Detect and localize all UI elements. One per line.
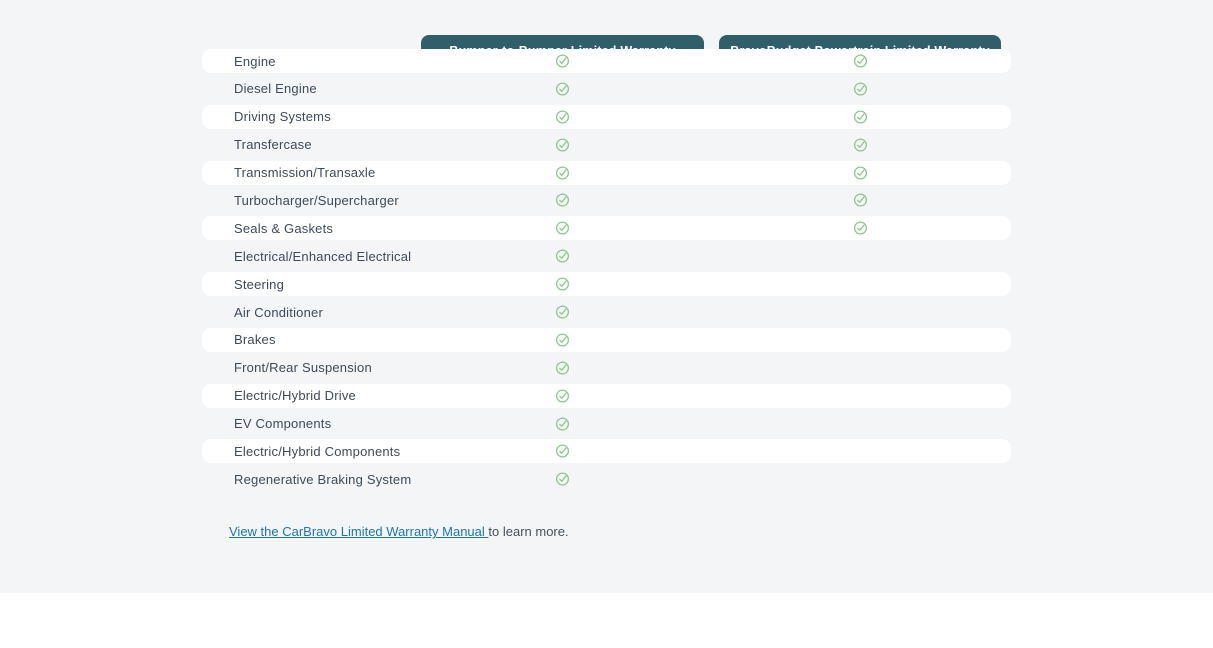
row-label: Electric/Hybrid Components: [234, 443, 401, 459]
check-circle-icon: [555, 137, 570, 152]
table-row: [202, 188, 1011, 212]
table-row: [202, 49, 1011, 73]
row-label: Front/Rear Suspension: [234, 360, 372, 376]
check-circle-icon: [853, 221, 868, 236]
table-row: [202, 300, 1011, 324]
column-headers: [202, 0, 1011, 35]
warranty-comparison-table: [202, 49, 1011, 491]
table-row: [202, 384, 1011, 408]
table-row: [202, 244, 1011, 268]
check-circle-icon: [853, 193, 868, 208]
row-label: Driving Systems: [234, 109, 331, 125]
check-circle-icon: [555, 305, 570, 320]
table-row: [202, 77, 1011, 101]
check-circle-icon: [555, 388, 570, 403]
check-circle-icon: [555, 109, 570, 124]
row-label: Air Conditioner: [234, 304, 323, 320]
table-row: [202, 272, 1011, 296]
table-row: [202, 161, 1011, 185]
row-label: Electrical/Enhanced Electrical: [234, 248, 412, 264]
check-circle-icon: [555, 416, 570, 431]
check-circle-icon: [555, 332, 570, 347]
check-circle-icon: [853, 109, 868, 124]
footer-text: to learn more.: [488, 524, 569, 540]
row-label: Steering: [234, 276, 285, 292]
check-circle-icon: [853, 137, 868, 152]
check-circle-icon: [555, 249, 570, 264]
row-label: Turbocharger/Supercharger: [234, 192, 399, 208]
check-circle-icon: [853, 81, 868, 96]
table-row: [202, 328, 1011, 352]
row-label: Regenerative Braking System: [234, 471, 412, 487]
check-circle-icon: [555, 193, 570, 208]
table-row: [202, 467, 1011, 491]
check-circle-icon: [555, 277, 570, 292]
table-row: [202, 356, 1011, 380]
table-row: [202, 133, 1011, 157]
table-row: [202, 439, 1011, 463]
check-circle-icon: [853, 165, 868, 180]
check-circle-icon: [555, 165, 570, 180]
check-circle-icon: [555, 54, 570, 69]
table-row: [202, 105, 1011, 129]
check-circle-icon: [853, 54, 868, 69]
warranty-manual-link[interactable]: View the CarBravo Limited Warranty Manual: [229, 524, 489, 540]
row-label: Brakes: [234, 332, 276, 348]
row-label: Engine: [234, 53, 276, 69]
check-circle-icon: [555, 81, 570, 96]
check-circle-icon: [555, 444, 570, 459]
warranty-comparison-section: [202, 0, 1011, 539]
row-label: Electric/Hybrid Drive: [234, 388, 356, 404]
check-circle-icon: [555, 472, 570, 487]
check-circle-icon: [555, 360, 570, 375]
row-label: Transfercase: [234, 137, 312, 153]
table-row: [202, 412, 1011, 436]
footer-note: [202, 524, 1011, 539]
row-label: EV Components: [234, 416, 332, 432]
row-label: Transmission/Transaxle: [234, 165, 376, 181]
row-label: Seals & Gaskets: [234, 220, 334, 236]
row-label: Diesel Engine: [234, 81, 317, 97]
check-circle-icon: [555, 221, 570, 236]
table-row: [202, 216, 1011, 240]
